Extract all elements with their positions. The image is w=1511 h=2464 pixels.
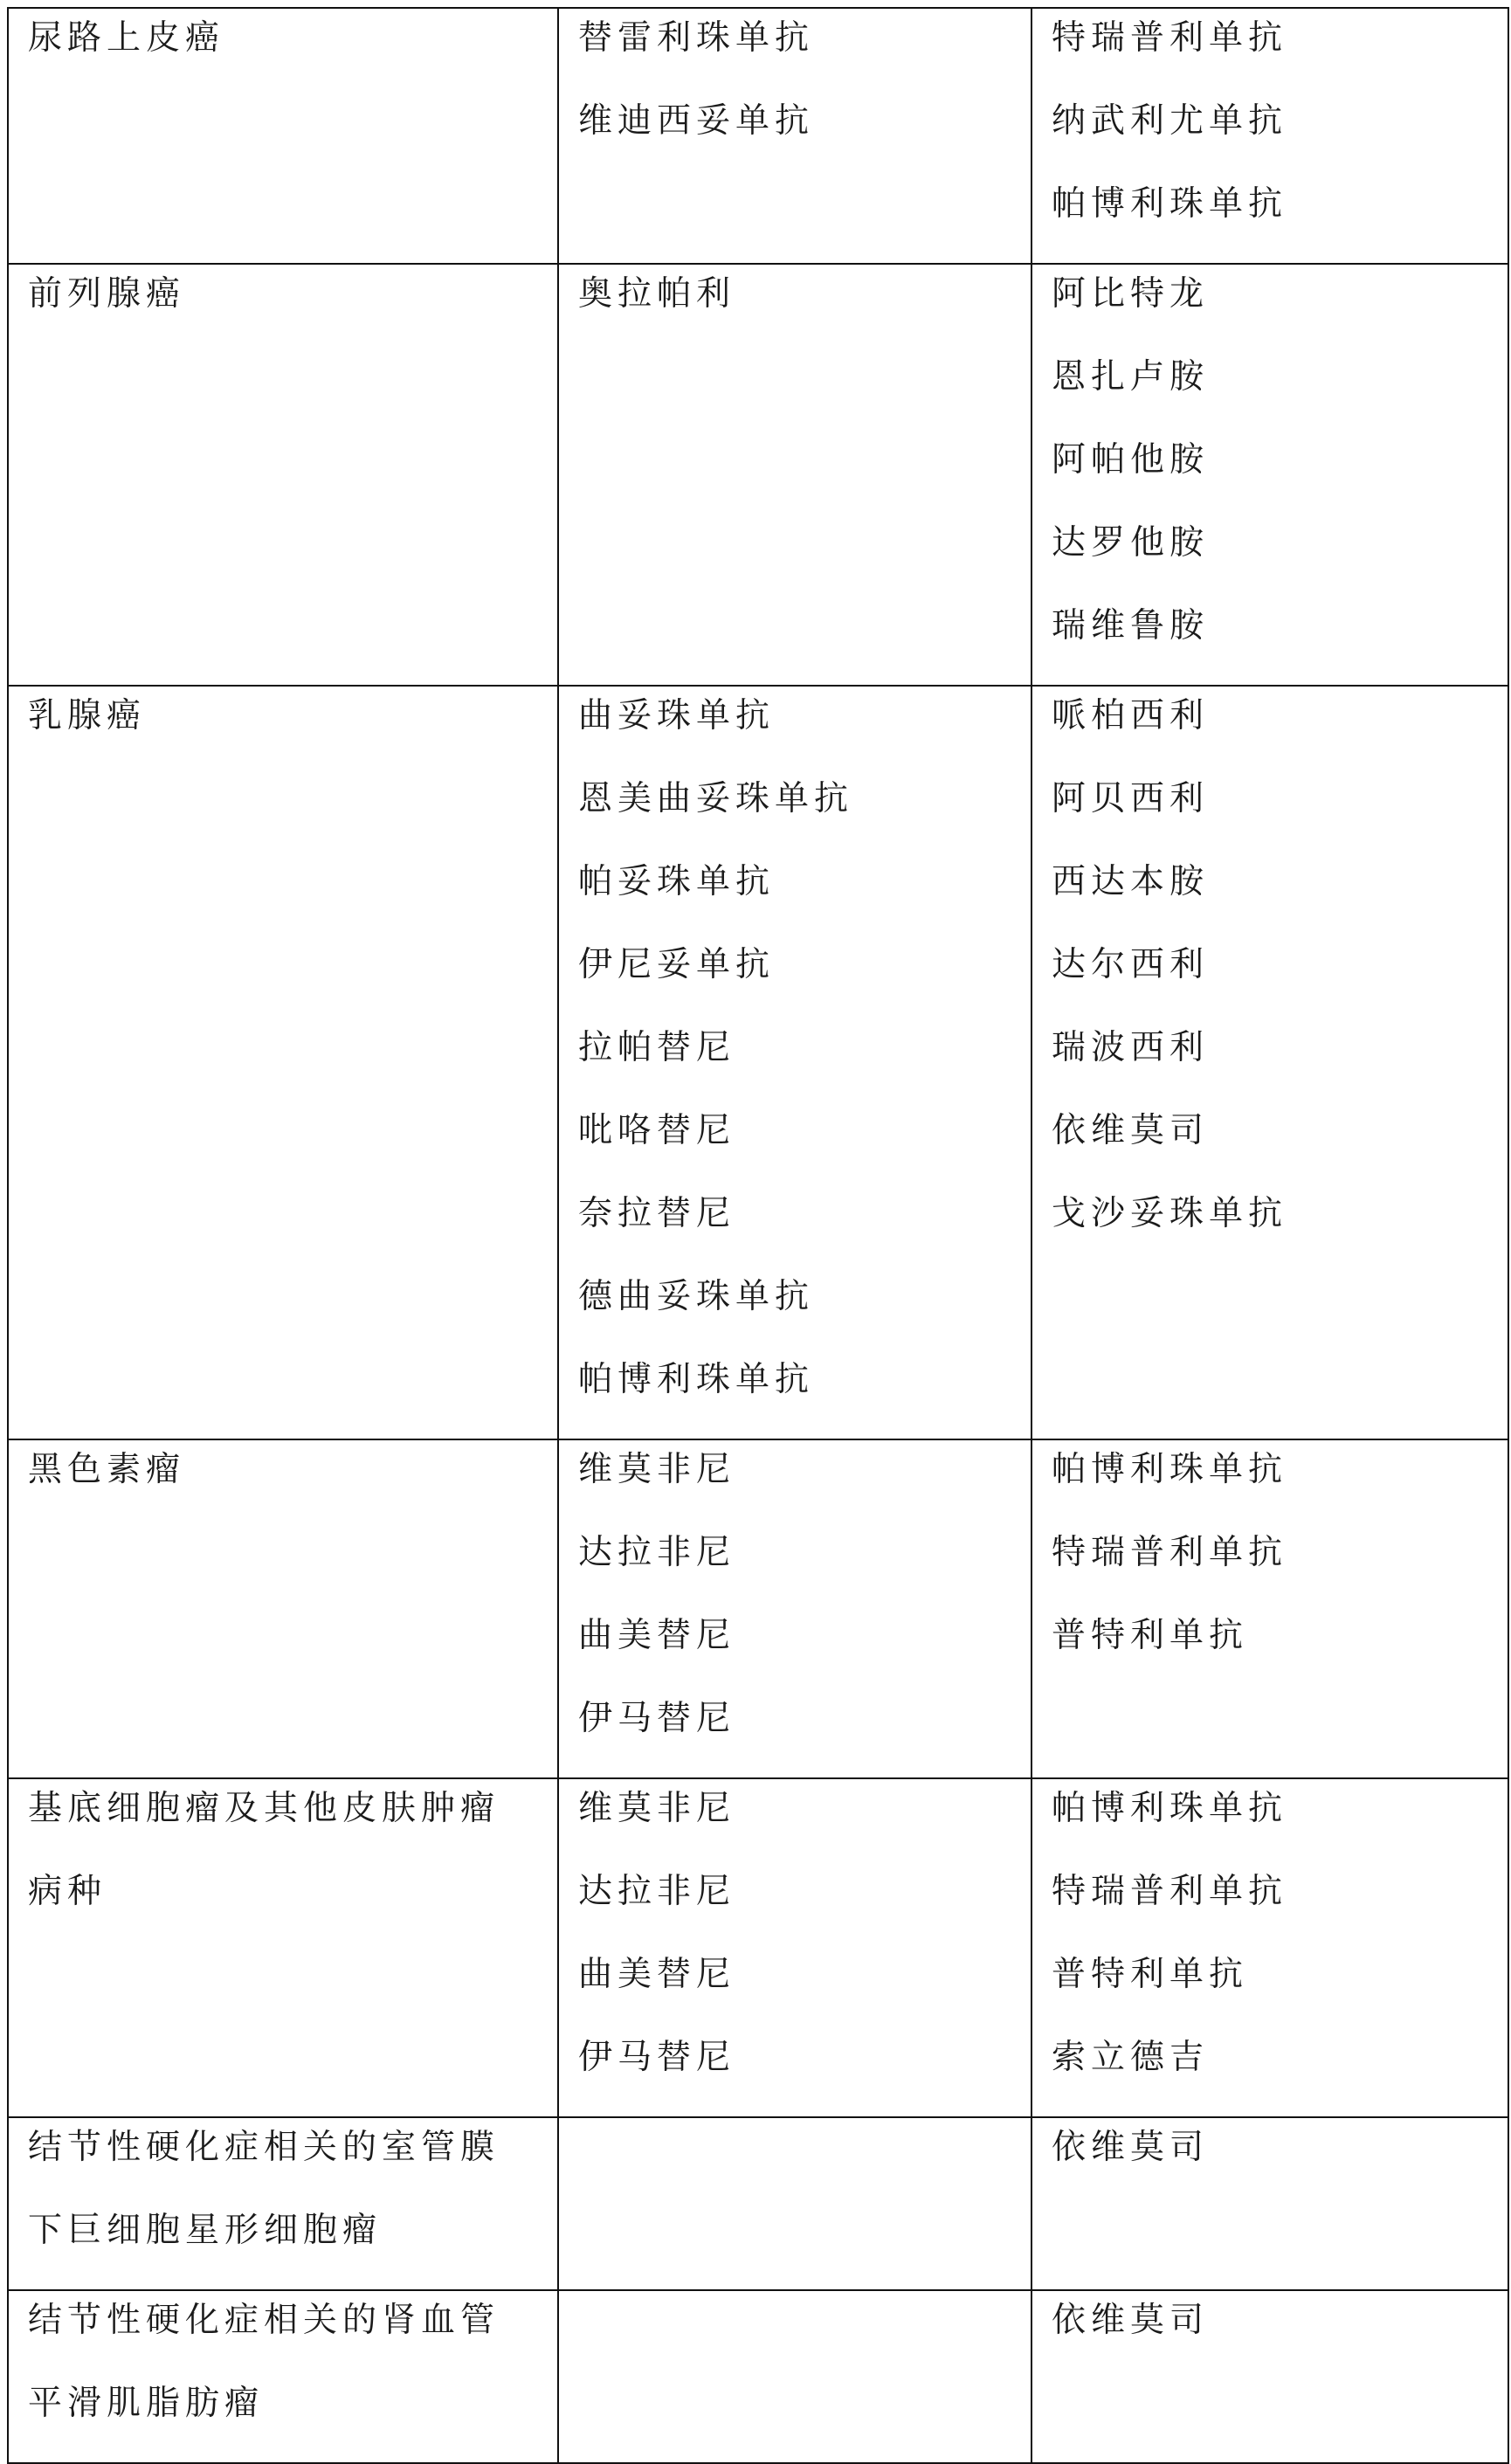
drug-name: 伊尼妥单抗 [578,945,776,984]
drug-name: 伊马替尼 [578,1699,736,1738]
drug-list-cell-b [1031,1439,1508,1778]
cancer-type-label: 黑色素瘤 [28,1450,186,1489]
cancer-type-label: 结节性硬化症相关的室管膜下巨细胞星形细胞瘤 [28,2128,500,2250]
drug-name: 拉帕替尼 [578,1028,736,1067]
drug-list-cell-a [558,2290,1031,2463]
drug-name: 瑞维鲁胺 [1052,606,1210,645]
table-row [8,264,1508,686]
cancer-type-cell [8,8,558,264]
drug-name: 阿贝西利 [1052,779,1210,818]
drug-name: 达拉非尼 [578,1872,736,1911]
drug-name: 纳武利尤单抗 [1052,101,1288,141]
cancer-type-cell [8,1439,558,1778]
drug-list-cell-a [558,2117,1031,2290]
cancer-type-label: 乳腺癌 [28,696,147,735]
drug-table [7,7,1509,2464]
drug-name: 帕妥珠单抗 [578,862,776,901]
table-body [8,8,1508,2463]
drug-list-cell-a [558,8,1031,264]
drug-list-cell-a [558,686,1031,1439]
drug-name: 帕博利珠单抗 [1052,184,1288,224]
drug-name: 索立德吉 [1052,2038,1210,2077]
drug-name: 特瑞普利单抗 [1052,1872,1288,1911]
drug-name: 哌柏西利 [1052,696,1210,735]
cancer-type-cell [8,2117,558,2290]
drug-name: 阿帕他胺 [1052,440,1210,480]
drug-name: 达拉非尼 [578,1533,736,1572]
drug-name: 维莫非尼 [578,1789,736,1828]
drug-list-cell-a [558,1778,1031,2117]
drug-name: 帕博利珠单抗 [1052,1789,1288,1828]
drug-name: 伊马替尼 [578,2038,736,2077]
drug-name: 吡咯替尼 [578,1111,736,1150]
drug-list-cell-b [1031,264,1508,686]
drug-name: 依维莫司 [1052,2128,1210,2167]
cancer-type-cell [8,686,558,1439]
cancer-type-label: 结节性硬化症相关的肾血管平滑肌脂肪瘤 [28,2301,500,2423]
drug-name: 奈拉替尼 [578,1194,736,1233]
cancer-type-label: 前列腺癌 [28,274,186,314]
cancer-type-label: 基底细胞瘤及其他皮肤肿瘤病种 [28,1789,500,1911]
drug-list-cell-b [1031,1778,1508,2117]
drug-name: 依维莫司 [1052,1111,1210,1150]
drug-name: 德曲妥珠单抗 [578,1277,815,1316]
cancer-type-cell [8,264,558,686]
drug-name: 帕博利珠单抗 [1052,1450,1288,1489]
drug-name: 特瑞普利单抗 [1052,1533,1288,1572]
cancer-type-label: 尿路上皮癌 [28,18,225,58]
table-row [8,2117,1508,2290]
drug-name: 达尔西利 [1052,945,1210,984]
drug-list-cell-b [1031,2117,1508,2290]
drug-name: 奥拉帕利 [578,274,736,314]
cancer-type-cell [8,2290,558,2463]
drug-list-cell-b [1031,2290,1508,2463]
drug-name: 帕博利珠单抗 [578,1360,815,1399]
drug-name: 普特利单抗 [1052,1955,1249,1994]
drug-name: 维迪西妥单抗 [578,101,815,141]
drug-name: 维莫非尼 [578,1450,736,1489]
table-row [8,686,1508,1439]
drug-name: 阿比特龙 [1052,274,1210,314]
drug-list-cell-b [1031,8,1508,264]
drug-list-cell-a [558,1439,1031,1778]
drug-name: 普特利单抗 [1052,1616,1249,1655]
cancer-type-cell [8,1778,558,2117]
drug-name: 依维莫司 [1052,2301,1210,2340]
table-row [8,2290,1508,2463]
table-row [8,8,1508,264]
drug-name: 达罗他胺 [1052,523,1210,563]
drug-name: 替雷利珠单抗 [578,18,815,58]
drug-name: 瑞波西利 [1052,1028,1210,1067]
drug-name: 戈沙妥珠单抗 [1052,1194,1288,1233]
drug-name: 恩美曲妥珠单抗 [578,779,854,818]
drug-name: 曲妥珠单抗 [578,696,776,735]
drug-name: 曲美替尼 [578,1616,736,1655]
drug-name: 恩扎卢胺 [1052,357,1210,397]
drug-list-cell-a [558,264,1031,686]
drug-name: 特瑞普利单抗 [1052,18,1288,58]
table-row [8,1778,1508,2117]
drug-name: 西达本胺 [1052,862,1210,901]
table-row [8,1439,1508,1778]
drug-name: 曲美替尼 [578,1955,736,1994]
drug-list-cell-b [1031,686,1508,1439]
